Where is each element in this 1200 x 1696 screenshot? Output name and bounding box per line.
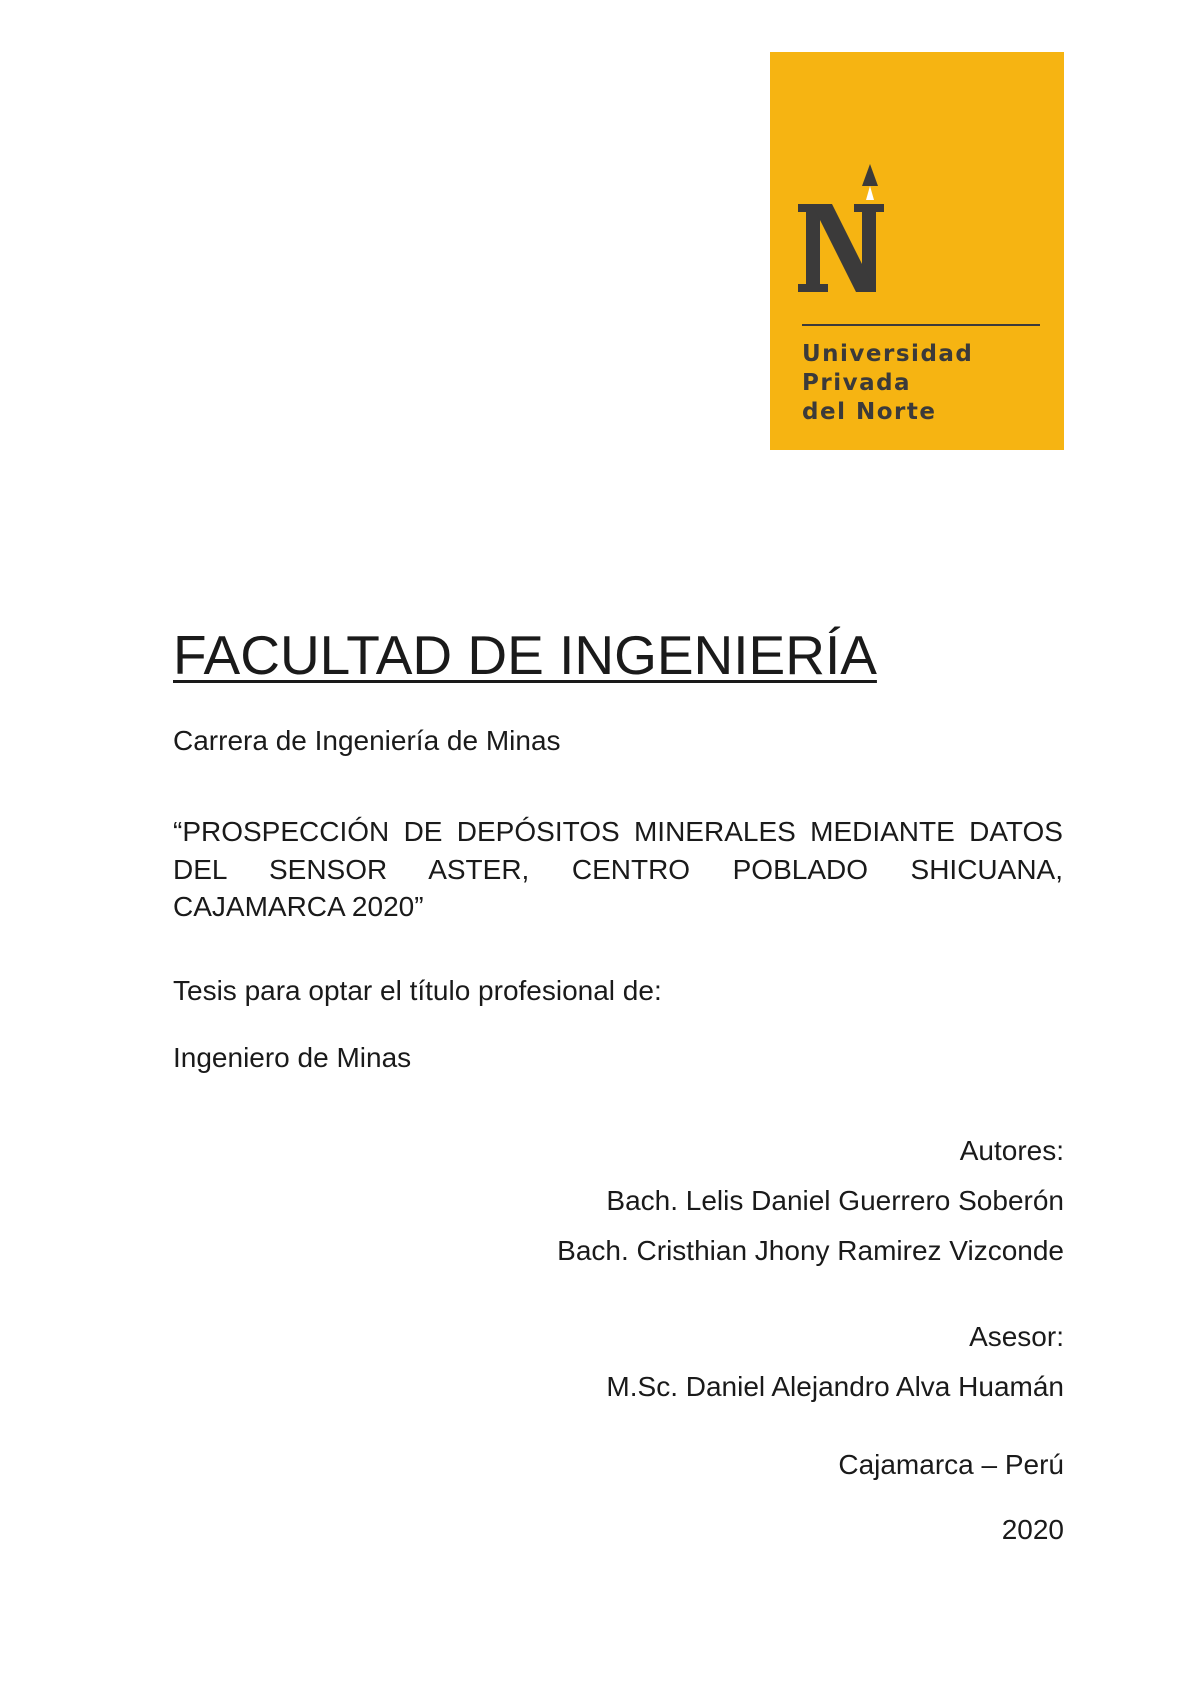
logo-divider <box>802 324 1040 326</box>
university-logo <box>770 52 1064 450</box>
thesis-title: “PROSPECCIÓN DE DEPÓSITOS MINERALES MEDIANTE DATOS DEL SENSOR ASTER, CENTRO POBLADO SHICUANA, CAJAMARCA 2020” <box>173 816 1063 922</box>
logo-line-1: Universidad <box>802 341 974 367</box>
author-name-1: Bach. Lelis Daniel Guerrero Soberón <box>606 1185 1064 1216</box>
career-name: Carrera de Ingeniería de Minas <box>173 725 561 756</box>
author-name-2: Bach. Cristhian Jhony Ramirez Vizconde <box>557 1235 1064 1266</box>
year: 2020 <box>1001 1514 1064 1545</box>
faculty-heading: FACULTAD DE INGENIERÍA <box>173 624 877 686</box>
logo-line-3: del Norte <box>802 399 937 425</box>
degree-title: Ingeniero de Minas <box>173 1042 412 1073</box>
university-n-emblem-icon <box>798 164 898 364</box>
degree-purpose: Tesis para optar el título profesional de: <box>173 975 662 1006</box>
advisor-name: M.Sc. Daniel Alejandro Alva Huamán <box>606 1371 1064 1402</box>
logo-wordmark <box>802 340 973 427</box>
logo-line-2: Privada <box>802 370 912 396</box>
advisor-label: Asesor: <box>969 1321 1064 1352</box>
authors-label: Autores: <box>959 1135 1064 1166</box>
place: Cajamarca – Perú <box>838 1449 1064 1480</box>
